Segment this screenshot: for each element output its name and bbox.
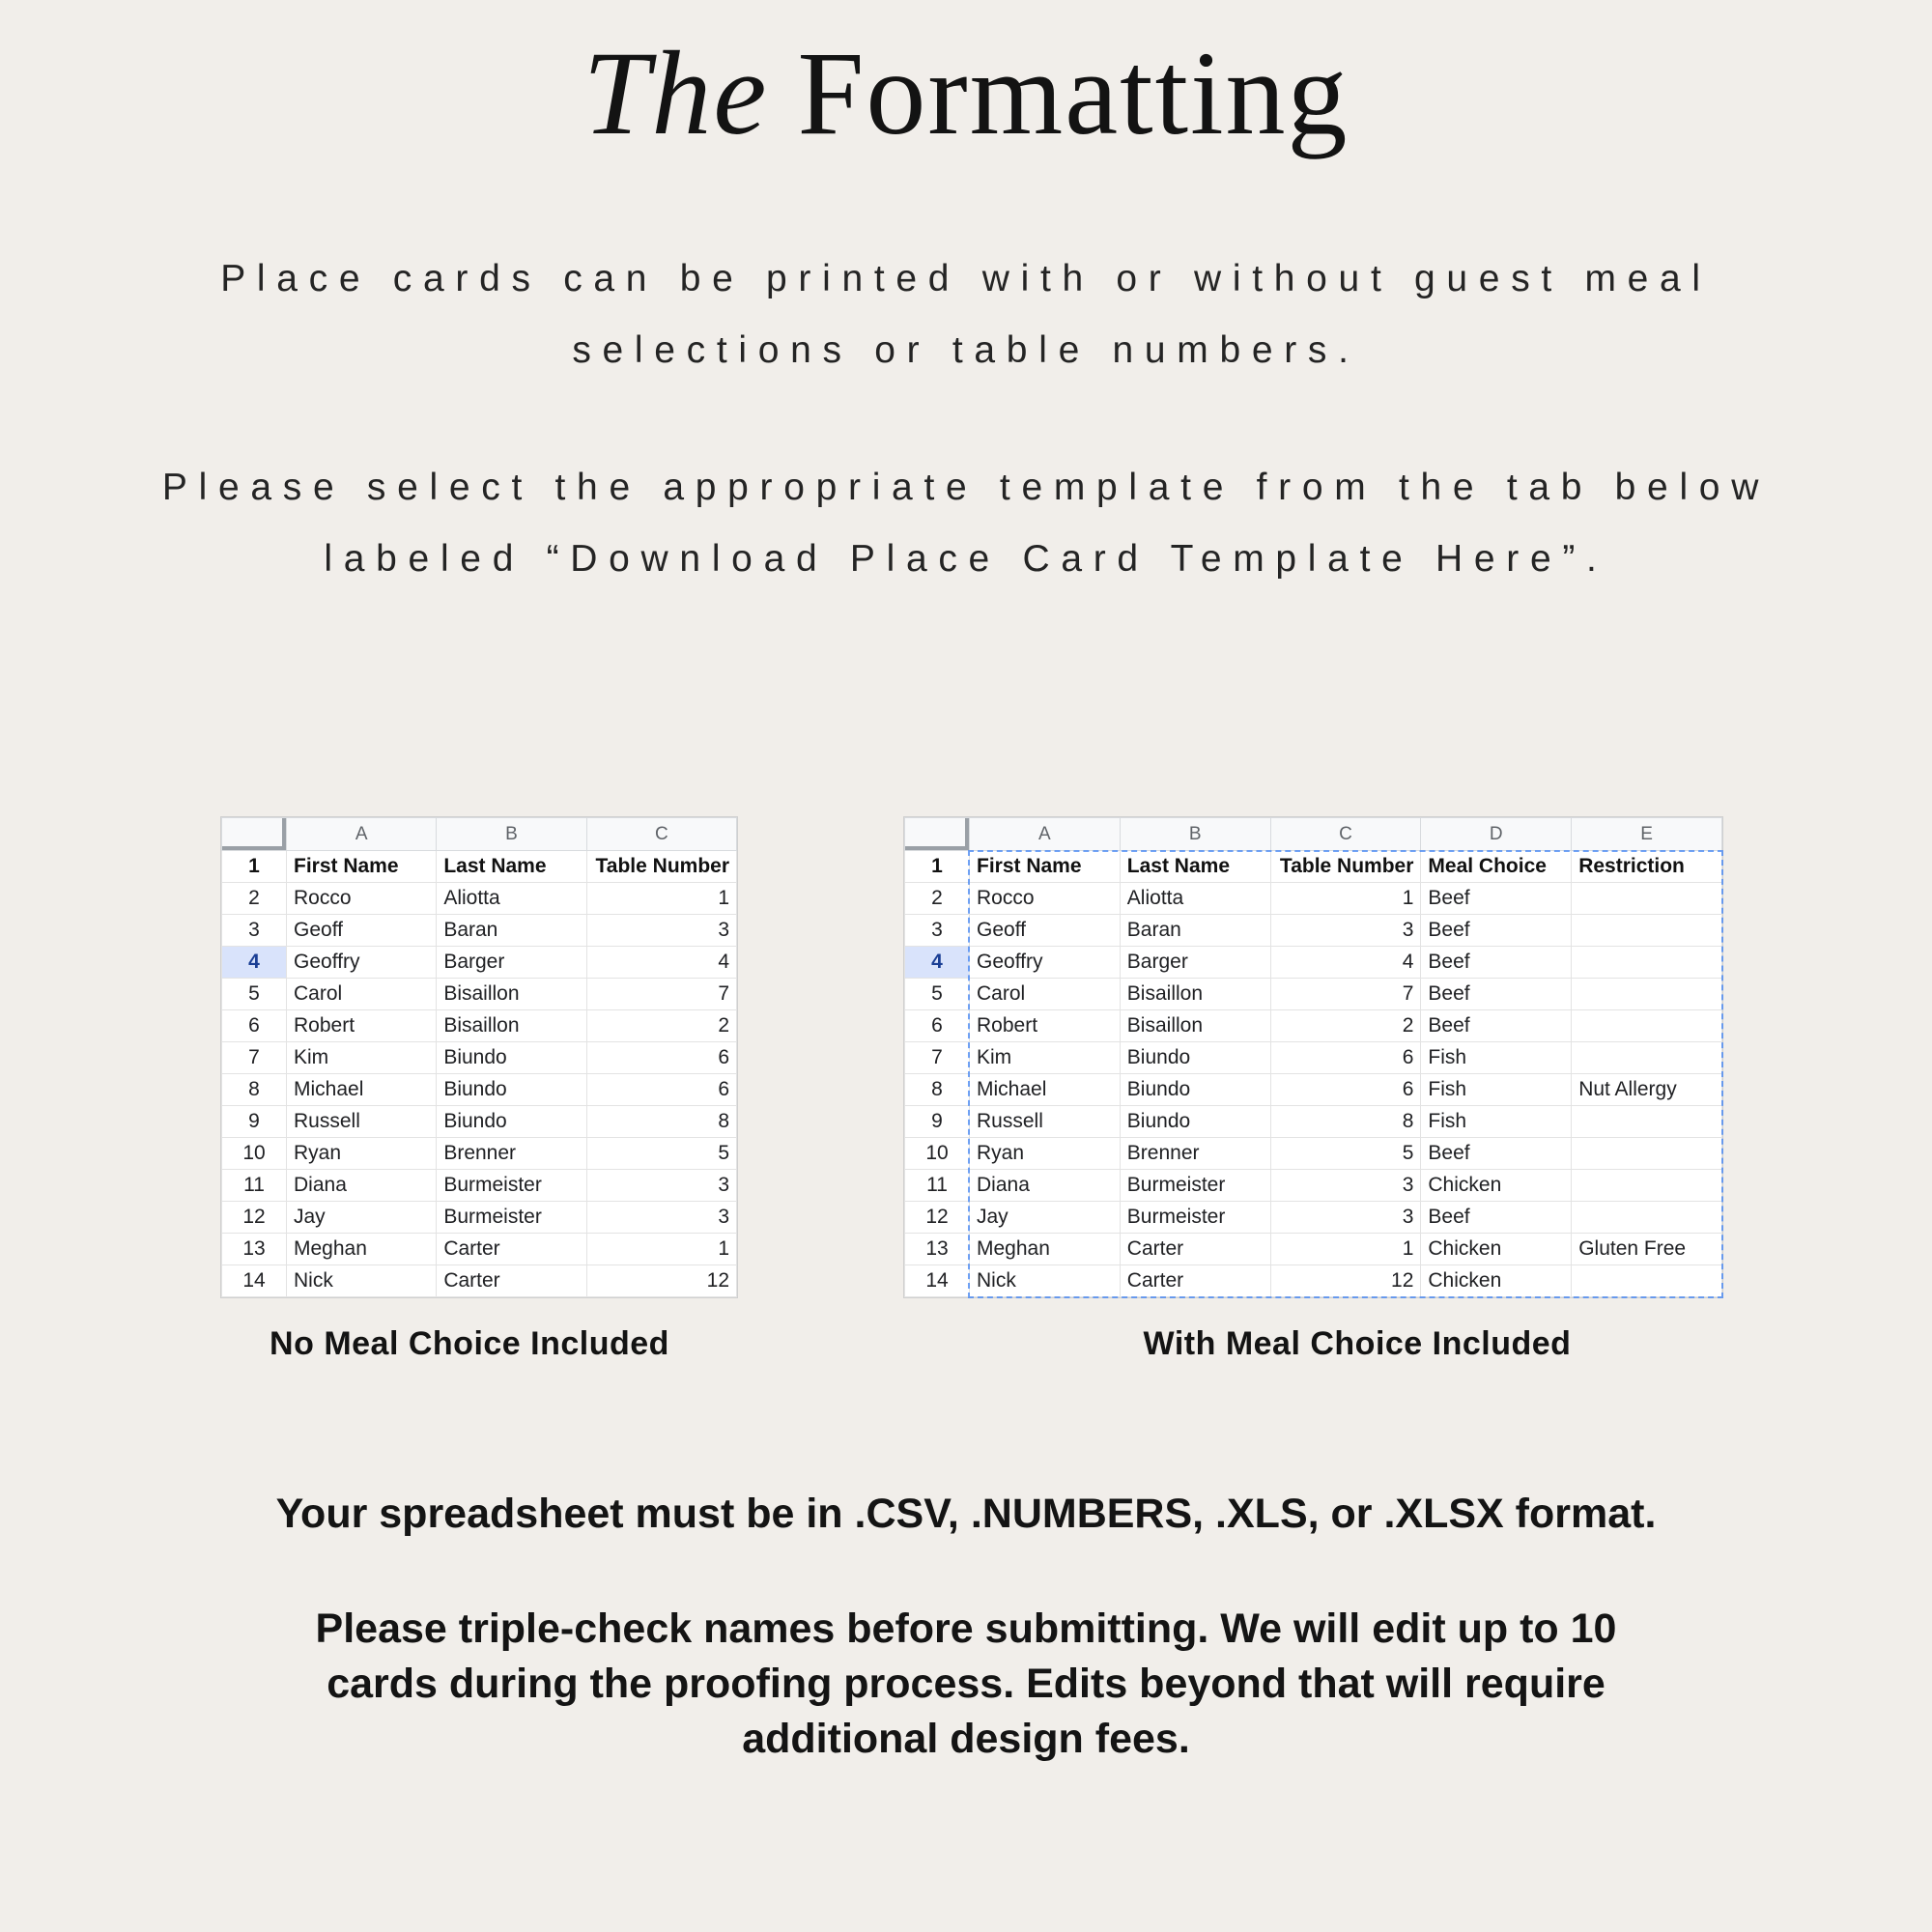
data-cell: [1572, 915, 1722, 947]
data-cell: Brenner: [437, 1138, 586, 1170]
caption-with-meal-choice: With Meal Choice Included: [1143, 1325, 1572, 1362]
column-header-B: B: [437, 818, 586, 851]
data-cell: [1572, 883, 1722, 915]
select-all-corner: [222, 818, 287, 851]
data-cell: Meghan: [287, 1234, 437, 1265]
proofing-note-line-1: Please triple-check names before submitting. We will edit up to 10: [315, 1605, 1617, 1652]
template-select-line-1: Please select the appropriate template from the tab below: [161, 467, 1771, 508]
intro-line-2: selections or table numbers.: [572, 329, 1360, 371]
data-cell: Fish: [1421, 1042, 1572, 1074]
data-cell: Barger: [437, 947, 586, 979]
row-header-14: 14: [222, 1265, 287, 1297]
data-cell: Beef: [1421, 915, 1572, 947]
intro-line-1: Place cards can be printed with or without guest meal: [220, 258, 1712, 299]
data-cell: Burmeister: [437, 1170, 586, 1202]
data-cell: 1: [1270, 883, 1421, 915]
data-cell: Michael: [287, 1074, 437, 1106]
data-cell: Beef: [1421, 1010, 1572, 1042]
row-header-2: 2: [222, 883, 287, 915]
data-cell: Burmeister: [1120, 1170, 1270, 1202]
select-all-corner: [905, 818, 970, 851]
data-cell: Carter: [437, 1265, 586, 1297]
data-cell: 5: [586, 1138, 736, 1170]
spreadsheet-with-meal-choice: [903, 816, 1723, 1298]
data-cell: Kim: [970, 1042, 1121, 1074]
row-header-4: 4: [905, 947, 970, 979]
row-header-7: 7: [222, 1042, 287, 1074]
data-cell: Meghan: [970, 1234, 1121, 1265]
data-cell: 1: [586, 883, 736, 915]
data-cell: 3: [1270, 1170, 1421, 1202]
data-cell: Biundo: [437, 1106, 586, 1138]
intro-paragraph: [0, 243, 1932, 386]
data-cell: Robert: [287, 1010, 437, 1042]
column-header-A: A: [287, 818, 437, 851]
data-cell: Barger: [1120, 947, 1270, 979]
data-cell: Aliotta: [1120, 883, 1270, 915]
data-cell: Geoff: [287, 915, 437, 947]
data-cell: 2: [586, 1010, 736, 1042]
data-cell: Carol: [287, 979, 437, 1010]
data-cell: [1572, 1042, 1722, 1074]
caption-no-meal-choice: No Meal Choice Included: [270, 1325, 669, 1362]
data-cell: Fish: [1421, 1106, 1572, 1138]
row-header-8: 8: [222, 1074, 287, 1106]
row-header-12: 12: [905, 1202, 970, 1234]
data-cell: Carter: [437, 1234, 586, 1265]
row-header-9: 9: [905, 1106, 970, 1138]
data-cell: Biundo: [437, 1042, 586, 1074]
data-cell: Baran: [1120, 915, 1270, 947]
data-cell: Biundo: [1120, 1106, 1270, 1138]
data-cell: 6: [1270, 1042, 1421, 1074]
data-cell: Geoff: [970, 915, 1121, 947]
data-cell: 8: [1270, 1106, 1421, 1138]
data-cell: 12: [1270, 1265, 1421, 1297]
column-header-D: D: [1421, 818, 1572, 851]
data-cell: Beef: [1421, 883, 1572, 915]
data-cell: Bisaillon: [1120, 1010, 1270, 1042]
header-cell: Table Number: [1270, 851, 1421, 883]
row-header-1: 1: [222, 851, 287, 883]
data-cell: Baran: [437, 915, 586, 947]
header-cell: First Name: [970, 851, 1121, 883]
data-cell: Ryan: [287, 1138, 437, 1170]
data-cell: Jay: [287, 1202, 437, 1234]
data-cell: 7: [586, 979, 736, 1010]
data-cell: Russell: [287, 1106, 437, 1138]
data-cell: Burmeister: [437, 1202, 586, 1234]
column-header-C: C: [586, 818, 736, 851]
data-cell: Fish: [1421, 1074, 1572, 1106]
header-cell: First Name: [287, 851, 437, 883]
data-cell: 3: [1270, 1202, 1421, 1234]
data-cell: [1572, 1010, 1722, 1042]
data-cell: 2: [1270, 1010, 1421, 1042]
header-cell: Meal Choice: [1421, 851, 1572, 883]
data-cell: Carter: [1120, 1265, 1270, 1297]
data-cell: Carol: [970, 979, 1121, 1010]
row-header-10: 10: [222, 1138, 287, 1170]
data-cell: [1572, 1265, 1722, 1297]
data-cell: Beef: [1421, 979, 1572, 1010]
data-cell: [1572, 1202, 1722, 1234]
title-main-word: Formatting: [797, 27, 1350, 159]
header-cell: Last Name: [437, 851, 586, 883]
data-cell: Rocco: [287, 883, 437, 915]
data-cell: 3: [586, 915, 736, 947]
data-cell: Geoffry: [287, 947, 437, 979]
data-cell: Robert: [970, 1010, 1121, 1042]
data-cell: 6: [586, 1042, 736, 1074]
proofing-note-line-2: cards during the proofing process. Edits beyond that will require: [327, 1661, 1605, 1707]
data-cell: Bisaillon: [437, 1010, 586, 1042]
data-cell: [1572, 1170, 1722, 1202]
data-cell: Beef: [1421, 947, 1572, 979]
data-cell: 6: [1270, 1074, 1421, 1106]
header-cell: Last Name: [1120, 851, 1270, 883]
column-header-E: E: [1572, 818, 1722, 851]
data-cell: 12: [586, 1265, 736, 1297]
data-cell: [1572, 1138, 1722, 1170]
data-cell: Kim: [287, 1042, 437, 1074]
row-header-5: 5: [905, 979, 970, 1010]
column-header-B: B: [1120, 818, 1270, 851]
data-cell: 4: [1270, 947, 1421, 979]
data-cell: 1: [586, 1234, 736, 1265]
data-cell: 1: [1270, 1234, 1421, 1265]
data-cell: 3: [1270, 915, 1421, 947]
row-header-11: 11: [222, 1170, 287, 1202]
data-cell: Gluten Free: [1572, 1234, 1722, 1265]
header-cell: Restriction: [1572, 851, 1722, 883]
row-header-4: 4: [222, 947, 287, 979]
title-italic-word: The: [582, 27, 769, 159]
data-cell: [1572, 947, 1722, 979]
data-cell: Chicken: [1421, 1265, 1572, 1297]
row-header-9: 9: [222, 1106, 287, 1138]
column-header-C: C: [1270, 818, 1421, 851]
proofing-note: [0, 1602, 1932, 1767]
data-cell: Nut Allergy: [1572, 1074, 1722, 1106]
template-select-paragraph: [0, 452, 1932, 595]
row-header-1: 1: [905, 851, 970, 883]
row-header-13: 13: [222, 1234, 287, 1265]
row-header-2: 2: [905, 883, 970, 915]
data-cell: 6: [586, 1074, 736, 1106]
header-cell: Table Number: [586, 851, 736, 883]
row-header-3: 3: [905, 915, 970, 947]
data-cell: Bisaillon: [1120, 979, 1270, 1010]
spreadsheet-no-meal-choice: [220, 816, 738, 1298]
data-cell: 7: [1270, 979, 1421, 1010]
row-header-13: 13: [905, 1234, 970, 1265]
data-cell: Bisaillon: [437, 979, 586, 1010]
row-header-6: 6: [222, 1010, 287, 1042]
data-cell: Beef: [1421, 1202, 1572, 1234]
data-cell: 8: [586, 1106, 736, 1138]
row-header-12: 12: [222, 1202, 287, 1234]
data-cell: [1572, 979, 1722, 1010]
data-cell: Brenner: [1120, 1138, 1270, 1170]
data-cell: Jay: [970, 1202, 1121, 1234]
data-cell: Michael: [970, 1074, 1121, 1106]
data-cell: Nick: [970, 1265, 1121, 1297]
data-cell: Beef: [1421, 1138, 1572, 1170]
data-cell: Russell: [970, 1106, 1121, 1138]
data-cell: 3: [586, 1170, 736, 1202]
data-cell: [1572, 1106, 1722, 1138]
data-cell: Rocco: [970, 883, 1121, 915]
data-cell: Biundo: [1120, 1042, 1270, 1074]
row-header-8: 8: [905, 1074, 970, 1106]
page-title: [0, 25, 1932, 162]
row-header-11: 11: [905, 1170, 970, 1202]
row-header-6: 6: [905, 1010, 970, 1042]
data-cell: Biundo: [437, 1074, 586, 1106]
data-cell: 5: [1270, 1138, 1421, 1170]
data-cell: Burmeister: [1120, 1202, 1270, 1234]
data-cell: Ryan: [970, 1138, 1121, 1170]
row-header-7: 7: [905, 1042, 970, 1074]
data-cell: Carter: [1120, 1234, 1270, 1265]
proofing-note-line-3: additional design fees.: [742, 1716, 1190, 1762]
data-cell: Geoffry: [970, 947, 1121, 979]
template-select-line-2: labeled “Download Place Card Template Here”.: [324, 538, 1608, 580]
row-header-10: 10: [905, 1138, 970, 1170]
data-cell: 4: [586, 947, 736, 979]
column-header-A: A: [970, 818, 1121, 851]
data-cell: Chicken: [1421, 1170, 1572, 1202]
sheet-grid: [904, 817, 1722, 1297]
data-cell: Biundo: [1120, 1074, 1270, 1106]
sheet-grid: [221, 817, 737, 1297]
row-header-14: 14: [905, 1265, 970, 1297]
data-cell: Chicken: [1421, 1234, 1572, 1265]
data-cell: 3: [586, 1202, 736, 1234]
data-cell: Diana: [970, 1170, 1121, 1202]
data-cell: Diana: [287, 1170, 437, 1202]
row-header-5: 5: [222, 979, 287, 1010]
row-header-3: 3: [222, 915, 287, 947]
data-cell: Nick: [287, 1265, 437, 1297]
data-cell: Aliotta: [437, 883, 586, 915]
file-format-note: Your spreadsheet must be in .CSV, .NUMBERS, .XLS, or .XLSX format.: [275, 1491, 1657, 1537]
